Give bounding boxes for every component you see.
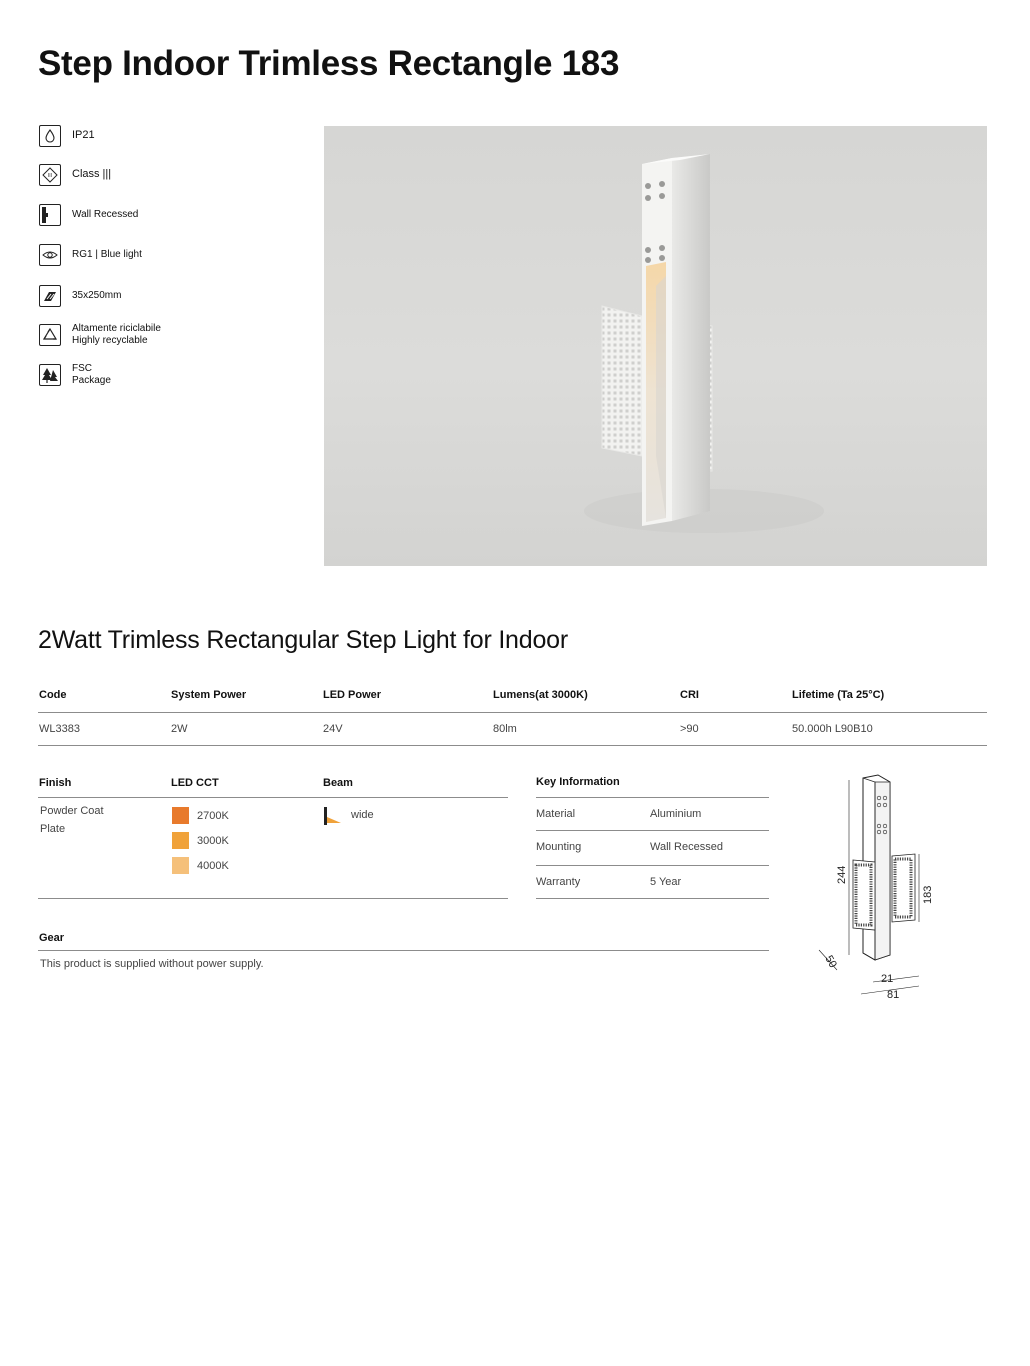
- spec-header-lumens: Lumens(at 3000K): [493, 689, 588, 701]
- dim-81: 81: [887, 989, 900, 1001]
- divider: [38, 797, 508, 798]
- feature-label: RG1 | Blue light: [72, 249, 142, 261]
- divider: [536, 797, 769, 798]
- divider: [38, 950, 769, 951]
- key-info-label: Material: [536, 808, 576, 820]
- spec-value-lumens: 80lm: [493, 723, 517, 735]
- spec-header-lifetime: Lifetime (Ta 25°C): [792, 689, 885, 701]
- cct-swatch-3000: [172, 832, 189, 849]
- key-info-label: Warranty: [536, 876, 581, 888]
- spec-header-cri: CRI: [680, 689, 699, 701]
- key-info-value: Wall Recessed: [650, 841, 723, 853]
- feature-label-line1: FSC: [72, 363, 92, 374]
- feature-dimension: [39, 285, 121, 307]
- feature-label-line1: Altamente riciclabile: [72, 323, 161, 334]
- feature-label: [72, 323, 161, 346]
- feature-label: Wall Recessed: [72, 209, 139, 221]
- eye-icon: [39, 244, 61, 266]
- beam-icon: [323, 807, 343, 830]
- feature-label: IP21: [72, 129, 95, 142]
- dim-50: 50: [822, 953, 839, 971]
- cct-swatch-2700: [172, 807, 189, 824]
- cct-header: LED CCT: [171, 777, 219, 789]
- feature-label: [72, 363, 111, 386]
- divider: [536, 865, 769, 866]
- feature-fsc: [39, 363, 111, 386]
- divider: [536, 830, 769, 831]
- recycle-icon: [39, 324, 61, 346]
- divider: [38, 712, 987, 713]
- spec-value-code: WL3383: [39, 723, 80, 735]
- technical-drawing: [815, 770, 935, 1005]
- divider: [38, 898, 508, 899]
- feature-recycle: [39, 323, 161, 346]
- divider: [536, 898, 769, 899]
- key-info-value: 5 Year: [650, 876, 682, 888]
- feature-eye: [39, 244, 142, 266]
- spec-value-lifetime: 50.000h L90B10: [792, 723, 873, 735]
- spec-header-code: Code: [39, 689, 67, 701]
- spec-header-led-power: LED Power: [323, 689, 382, 701]
- finish-header: Finish: [39, 777, 72, 789]
- feature-label: 35x250mm: [72, 290, 122, 302]
- feature-label-line2: Highly recyclable: [72, 334, 148, 346]
- cct-label: 2700K: [197, 810, 229, 822]
- finish-value: Powder Coat: [40, 805, 104, 817]
- gear-header: Gear: [39, 932, 65, 944]
- svg-text:III: III: [47, 173, 53, 179]
- finish-value: Plate: [40, 823, 66, 835]
- cct-label: 3000K: [197, 835, 229, 847]
- feature-label: Class |||: [72, 168, 112, 181]
- spec-value-led-power: 24V: [323, 723, 343, 735]
- class-three-icon: [39, 164, 61, 186]
- key-info-label: Mounting: [536, 841, 582, 853]
- beam-value: wide: [351, 809, 374, 821]
- feature-wall: [39, 204, 138, 226]
- tree-icon: [39, 364, 61, 386]
- spec-header-system-power: System Power: [171, 689, 247, 701]
- page-title: Step Indoor Trimless Rectangle 183: [38, 44, 620, 83]
- beam-header: Beam: [323, 777, 353, 789]
- wall-recessed-icon: [39, 204, 61, 226]
- feature-ip: [39, 125, 95, 147]
- product-photo: [324, 126, 987, 566]
- spec-value-system-power: 2W: [171, 723, 188, 735]
- dimension-icon: [39, 285, 61, 307]
- key-info-value: Aluminium: [650, 808, 702, 820]
- product-subtitle: 2Watt Trimless Rectangular Step Light for Indoor: [38, 626, 568, 654]
- cct-label: 4000K: [197, 860, 229, 872]
- cct-swatch-4000: [172, 857, 189, 874]
- feature-label-line2: Package: [72, 374, 111, 386]
- dim-21: 21: [881, 973, 894, 985]
- feature-class: [39, 164, 111, 186]
- divider: [38, 745, 987, 746]
- key-info-header: Key Information: [536, 776, 620, 788]
- dim-244: 244: [836, 865, 848, 884]
- water-drop-icon: [39, 125, 61, 147]
- dim-183: 183: [922, 885, 934, 904]
- spec-value-cri: >90: [680, 723, 699, 735]
- gear-text: This product is supplied without power supply.: [40, 958, 264, 970]
